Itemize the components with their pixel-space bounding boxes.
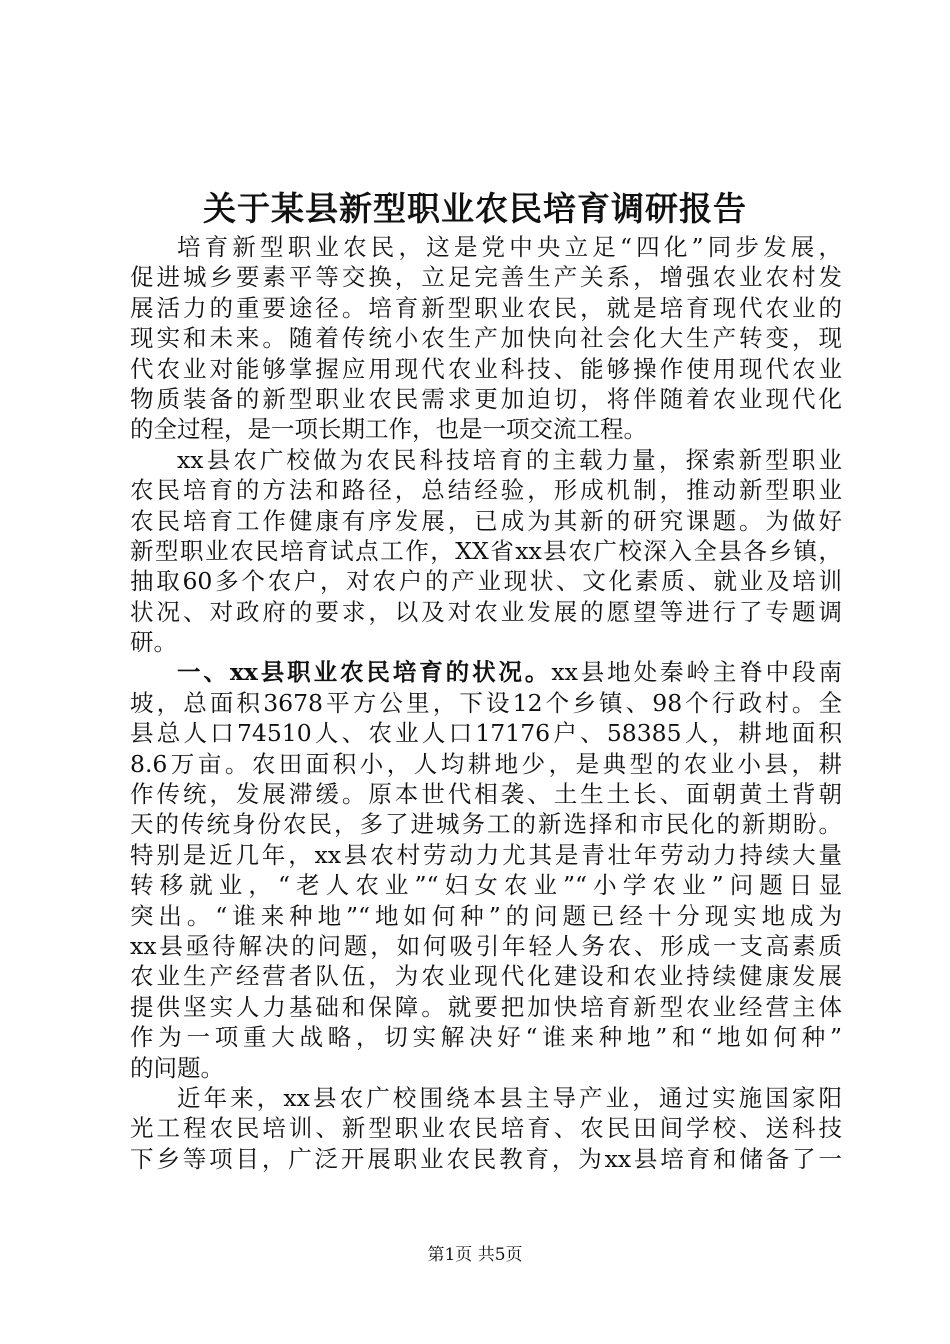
text-line: 的全过程，是一项长期工作，也是一项交流工程。 xyxy=(130,415,647,444)
paragraph-recent-years xyxy=(130,1083,842,1174)
text-line: 下乡等项目，广泛开展职业农民教育，为xx县培育和储备了一 xyxy=(130,1144,842,1173)
text-line: 8.6万亩。农田面积小，人均耕地少，是典型的农业小县，耕 xyxy=(130,749,842,778)
text-line: 代农业对能够掌握应用现代农业科技、能够操作使用现代农业 xyxy=(130,354,842,383)
text-line: 农民培育的方法和路径，总结经验，形成机制，推动新型职业 xyxy=(130,476,842,505)
document-title: 关于某县新型职业农民培育调研报告 xyxy=(203,189,747,228)
text-line: 培育新型职业农民，这是党中央立足“四化”同步发展， xyxy=(177,233,842,261)
page-number-footer: 第1页 共5页 xyxy=(427,1245,523,1265)
text-line: 作为一项重大战略，切实解决好“谁来种地”和“地如何种” xyxy=(130,1023,842,1052)
text-line: 特别是近几年，xx县农村劳动力尤其是青壮年劳动力持续大量 xyxy=(130,840,842,869)
text-run: xx县地处秦岭主脊中段南 xyxy=(551,658,842,687)
text-line: 近年来，xx县农广校围绕本县主导产业，通过实施国家阳 xyxy=(177,1083,842,1112)
text-line: 作传统，发展滞缓。原本世代相袭、土生土长、面朝黄土背朝 xyxy=(130,780,842,809)
paragraph-research xyxy=(130,445,842,658)
document-body xyxy=(130,232,842,1174)
text-line: 农民培育工作健康有序发展，已成为其新的研究课题。为做好 xyxy=(130,506,842,535)
text-line: 的问题。 xyxy=(130,1053,224,1082)
text-line xyxy=(130,657,842,687)
text-line: 农业生产经营者队伍，为农业现代化建设和农业持续健康发展 xyxy=(130,962,842,991)
section-heading: 一、xx县职业农民培育的状况。 xyxy=(177,658,552,687)
text-line: 促进城乡要素平等交换，立足完善生产关系，增强农业农村发 xyxy=(130,263,842,292)
text-line: 天的传统身份农民，多了进城务工的新选择和市民化的新期盼。 xyxy=(130,810,842,839)
text-line: 状况、对政府的要求，以及对农业发展的愿望等进行了专题调 xyxy=(130,597,842,626)
text-line: 坡，总面积3678平方公里，下设12个乡镇、98个行政村。全 xyxy=(130,688,842,717)
text-line: 抽取60多个农户，对农户的产业现状、文化素质、就业及培训 xyxy=(130,567,842,596)
text-line: xx县亟待解决的问题，如何吸引年轻人务农、形成一支高素质 xyxy=(130,931,842,960)
text-line: xx县农广校做为农民科技培育的主载力量，探索新型职业 xyxy=(177,445,842,474)
text-line: 突出。“谁来种地”“地如何种”的问题已经十分现实地成为 xyxy=(130,901,842,930)
paragraph-intro xyxy=(130,232,842,445)
text-line: 展活力的重要途径。培育新型职业农民，就是培育现代农业的 xyxy=(130,293,842,322)
text-line: 物质装备的新型职业农民需求更加迫切，将伴随着农业现代化 xyxy=(130,384,842,413)
text-line: 光工程农民培训、新型职业农民培育、农民田间学校、送科技 xyxy=(130,1114,842,1143)
text-line: 转移就业，“老人农业”“妇女农业”“小学农业”问题日显 xyxy=(130,871,842,900)
text-line: 现实和未来。随着传统小农生产加快向社会化大生产转变，现 xyxy=(130,324,842,353)
text-line: 县总人口74510人、农业人口17176户、58385人，耕地面积 xyxy=(130,719,842,748)
text-line: 新型职业农民培育试点工作，XX省xx县农广校深入全县各乡镇， xyxy=(130,536,842,565)
paragraph-section-one xyxy=(130,657,842,1082)
text-line: 提供坚实人力基础和保障。就要把加快培育新型农业经营主体 xyxy=(130,992,842,1021)
text-line: 研。 xyxy=(130,628,177,657)
